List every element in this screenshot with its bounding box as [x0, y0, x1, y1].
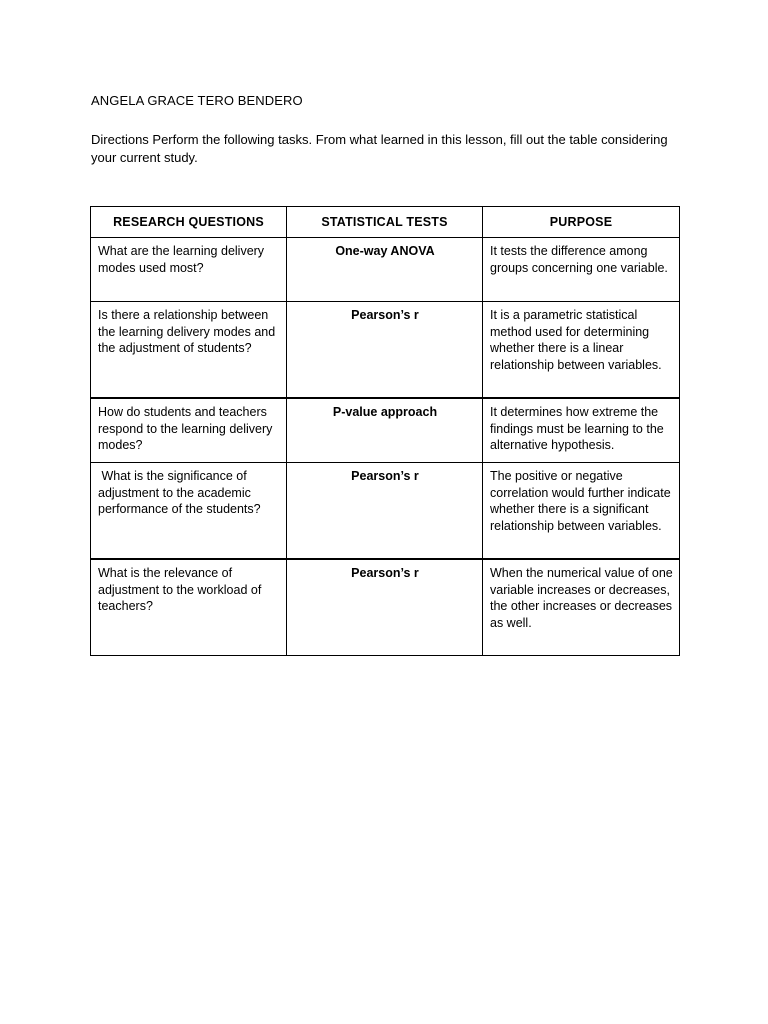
statistical-test-cell: One-way ANOVA: [287, 238, 483, 302]
header-purpose: PURPOSE: [483, 207, 680, 238]
research-question-cell: How do students and teachers respond to the learning delivery modes?: [91, 398, 287, 463]
statistical-test-cell: Pearson’s r: [287, 559, 483, 656]
statistical-test-cell: Pearson’s r: [287, 463, 483, 560]
purpose-cell: It tests the difference among groups concerning one variable.: [483, 238, 680, 302]
purpose-cell: When the numerical value of one variable increases or decreases, the other increases or decreases as well.: [483, 559, 680, 656]
header-research-questions: RESEARCH QUESTIONS: [91, 207, 287, 238]
table-header-row: [91, 207, 680, 238]
table-row: [91, 238, 680, 302]
research-table: [90, 206, 680, 656]
statistical-test-cell: Pearson’s r: [287, 302, 483, 399]
table-row: [91, 463, 680, 560]
statistical-test-cell: P-value approach: [287, 398, 483, 463]
purpose-cell: It is a parametric statistical method used for determining whether there is a linear relationship between variables.: [483, 302, 680, 399]
table-row: [91, 559, 680, 656]
table-row: [91, 398, 680, 463]
header-statistical-tests: STATISTICAL TESTS: [287, 207, 483, 238]
research-question-cell: What are the learning delivery modes used most?: [91, 238, 287, 302]
author-name: ANGELA GRACE TERO BENDERO: [91, 93, 303, 108]
research-question-cell: What is the significance of adjustment to the academic performance of the students?: [91, 463, 287, 560]
research-question-cell: Is there a relationship between the learning delivery modes and the adjustment of students?: [91, 302, 287, 399]
research-question-cell: What is the relevance of adjustment to the workload of teachers?: [91, 559, 287, 656]
research-table-container: [90, 206, 679, 656]
purpose-cell: It determines how extreme the findings must be learning to the alternative hypothesis.: [483, 398, 680, 463]
directions-text: Directions Perform the following tasks. From what learned in this lesson, fill out the table considering your current study.: [91, 132, 668, 165]
table-row: [91, 302, 680, 399]
purpose-cell: The positive or negative correlation would further indicate whether there is a significant relationship between variables.: [483, 463, 680, 560]
